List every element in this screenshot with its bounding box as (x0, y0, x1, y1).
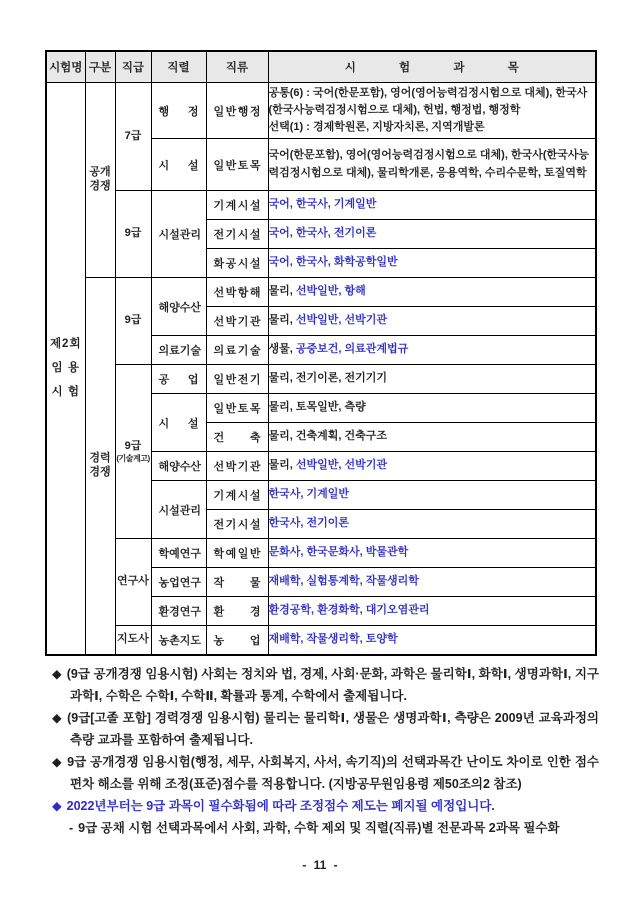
cell-subjects (268, 481, 596, 510)
cell-subjects (268, 394, 596, 423)
cell-subjects (268, 539, 596, 568)
cell-subjects (268, 336, 596, 365)
exam-name-cell: 제2회 임 용 시 험 (46, 83, 85, 655)
cell-class: 작 물 (206, 568, 268, 597)
table-row-1 (46, 83, 596, 139)
cell-class: 전 기 시 설 (206, 510, 268, 539)
table-row-9 (46, 365, 596, 394)
footnote-text: (9급 공개경쟁 임용시험) 사회는 정치와 법, 경제, 사회·문화, 과학은 물리학Ⅰ, 화학Ⅰ, 생명과학Ⅰ, 지구과학Ⅰ, 수학은 수학Ⅰ, 수학Ⅱ, 확률과 통계, 수학에서 출제됩니다. (66, 667, 599, 703)
cell-subjects (268, 220, 596, 249)
cell-subjects (268, 597, 596, 626)
cell-series: 해 양 수 산 (151, 278, 206, 336)
cell-class: 선 박 기 관 (206, 452, 268, 481)
footnote-4 (52, 795, 599, 817)
subject-text: 선박일반, 선박기관 (295, 459, 387, 472)
exam-subjects-table (45, 50, 597, 656)
cell-class: 농 업 (206, 626, 268, 655)
footnotes (52, 663, 599, 839)
cell-class: 학 예 일 반 (206, 539, 268, 568)
cell-subjects (268, 423, 596, 452)
cell-subjects (268, 365, 596, 394)
subject-text: 물리, (268, 459, 296, 472)
cell-subjects (268, 626, 596, 655)
column-header-2: 구분 (85, 51, 115, 83)
subject-text: 물리, 토목일반, 측량 (268, 401, 366, 414)
cell-subjects (268, 249, 596, 278)
cell-class: 일 반 토 목 (206, 139, 268, 191)
subject-text: 국어, 한국사, 전기이론 (268, 227, 377, 240)
subject-text: 선택(1) : 경제학원론, 지방자치론, 지역개발론 (268, 121, 485, 134)
footnote-1 (52, 663, 599, 707)
subject-text: 공통(6) : 국어(한문포함), 영어(영어능력검정시험으로 대체), 한국사(한국사능력검정시험으로 대체), 헌법, 행정법, 행정학 (268, 86, 588, 116)
cell-subjects (268, 568, 596, 597)
diamond-bullet-icon: ◆ (52, 711, 63, 725)
cell-subjects (268, 278, 596, 307)
cell-class: 건 축 (206, 423, 268, 452)
cell-series: 시 설 관 리 (151, 191, 206, 278)
cell-subjects (268, 139, 596, 191)
column-header-6: 시 험 과 목 (268, 51, 596, 83)
subject-text: 국어(한문포함), 영어(영어능력검정시험으로 대체), 한국사(한국사능력검정시험으로 대체), 물리학개론, 응용역학, 수리수문학, 토질역학 (268, 149, 589, 179)
cell-series: 농 촌 지 도 (151, 626, 206, 655)
cell-class: 환 경 (206, 597, 268, 626)
footnote-2 (52, 707, 599, 751)
table-header-row (46, 51, 596, 83)
cell-class: 전 기 시 설 (206, 220, 268, 249)
grade-9-career: 9급 (115, 278, 151, 365)
diamond-bullet-icon: ◆ (52, 799, 62, 813)
table-header (46, 51, 596, 83)
subject-text: 한국사, 기계일반 (268, 488, 349, 501)
cell-subjects (268, 191, 596, 220)
subject-text: 국어, 한국사, 화학공학일반 (268, 256, 398, 269)
cell-class: 일 반 전 기 (206, 365, 268, 394)
cell-series: 의 료 기 술 (151, 336, 206, 365)
table-row-3 (46, 191, 596, 220)
grade-researcher: 연구사 (115, 539, 151, 626)
column-header-1: 시험명 (46, 51, 85, 83)
grade-9-tech-highschool: 9급 (기술계고) (115, 365, 151, 539)
grade-7: 7급 (115, 83, 151, 191)
subject-text: 물리, (268, 314, 296, 327)
subject-text: 선박일반, 항해 (295, 285, 366, 298)
cell-series: 환 경 연 구 (151, 597, 206, 626)
subject-text: 생물, (268, 343, 296, 356)
exam-table-body (46, 83, 596, 655)
subject-text: 문화사, 한국문화사, 박물관학 (268, 546, 409, 559)
subject-text: 공중보건, 의료관계법규 (295, 343, 409, 356)
page-number: - 11 - (302, 858, 338, 872)
cell-subjects (268, 452, 596, 481)
subject-text: 물리, 건축계획, 건축구조 (268, 430, 387, 443)
category-career-competition: 경력 경쟁 (85, 278, 115, 655)
cell-series: 공 업 (151, 365, 206, 394)
cell-class: 선 박 항 해 (206, 278, 268, 307)
cell-class: 일 반 토 목 (206, 394, 268, 423)
cell-class: 일 반 행 정 (206, 83, 268, 139)
grade-9-open: 9급 (115, 191, 151, 278)
footnote-text: 9급 공채 시험 선택과목에서 사회, 과학, 수학 제외 및 직렬(직류)별 전문과목 2과목 필수화 (78, 821, 560, 835)
subject-text: 재배학, 실험통계학, 작물생리학 (268, 575, 419, 588)
cell-class: 기 계 시 설 (206, 481, 268, 510)
footnote-text: 9급 공개경쟁 임용시험(행정, 세무, 사회복지, 사서, 속기직)의 선택과목간 난이도 차이로 인한 점수 편차 해소를 위해 조정(표준)점수를 적용합니다. (지방공무원임용령 제50조의2 참조) (67, 755, 599, 791)
grade-advisor: 지도사 (115, 626, 151, 655)
cell-subjects (268, 307, 596, 336)
cell-series: 시 설 관 리 (151, 481, 206, 539)
subject-text: 재배학, 작물생리학, 토양학 (268, 633, 398, 646)
subject-text: 한국사, 전기이론 (268, 517, 349, 530)
footnote-text: 2022년부터는 9급 과목이 필수화됨에 따라 조정점수 제도는 폐지될 예정입니다. (66, 799, 495, 813)
cell-class: 선 박 기 관 (206, 307, 268, 336)
subject-text: 선박일반, 선박기관 (295, 314, 387, 327)
subject-text: 물리, (268, 285, 296, 298)
diamond-bullet-icon: ◆ (52, 667, 62, 681)
cell-series: 행 정 (151, 83, 206, 139)
subject-text: 물리, 전기이론, 전기기기 (268, 372, 387, 385)
cell-class: 의 료 기 술 (206, 336, 268, 365)
cell-series: 학 예 연 구 (151, 539, 206, 568)
column-header-5: 직류 (206, 51, 268, 83)
subject-text: 환경공학, 환경화학, 대기오염관리 (268, 604, 430, 617)
column-header-3: 직급 (115, 51, 151, 83)
dash-bullet: - (69, 821, 74, 835)
category-open-competition: 공개 경쟁 (85, 83, 115, 278)
cell-series: 시 설 (151, 394, 206, 452)
cell-series: 농 업 연 구 (151, 568, 206, 597)
cell-subjects (268, 510, 596, 539)
table-row-6 (46, 278, 596, 307)
cell-series: 해 양 수 산 (151, 452, 206, 481)
footnote-5 (52, 817, 599, 839)
diamond-bullet-icon: ◆ (52, 755, 63, 769)
column-header-4: 직렬 (151, 51, 206, 83)
footnote-3 (52, 751, 599, 795)
subject-text: 국어, 한국사, 기계일반 (268, 198, 377, 211)
cell-class: 화 공 시 설 (206, 249, 268, 278)
table-row-15 (46, 539, 596, 568)
table-row-18 (46, 626, 596, 655)
cell-series: 시 설 (151, 139, 206, 191)
cell-subjects (268, 83, 596, 139)
cell-class: 기 계 시 설 (206, 191, 268, 220)
footnote-text: (9급[고졸 포함] 경력경쟁 임용시험) 물리는 물리학Ⅰ, 생물은 생명과학Ⅰ, 측량은 2009년 교육과정의 측량 교과를 포함하여 출제됩니다. (67, 711, 599, 747)
